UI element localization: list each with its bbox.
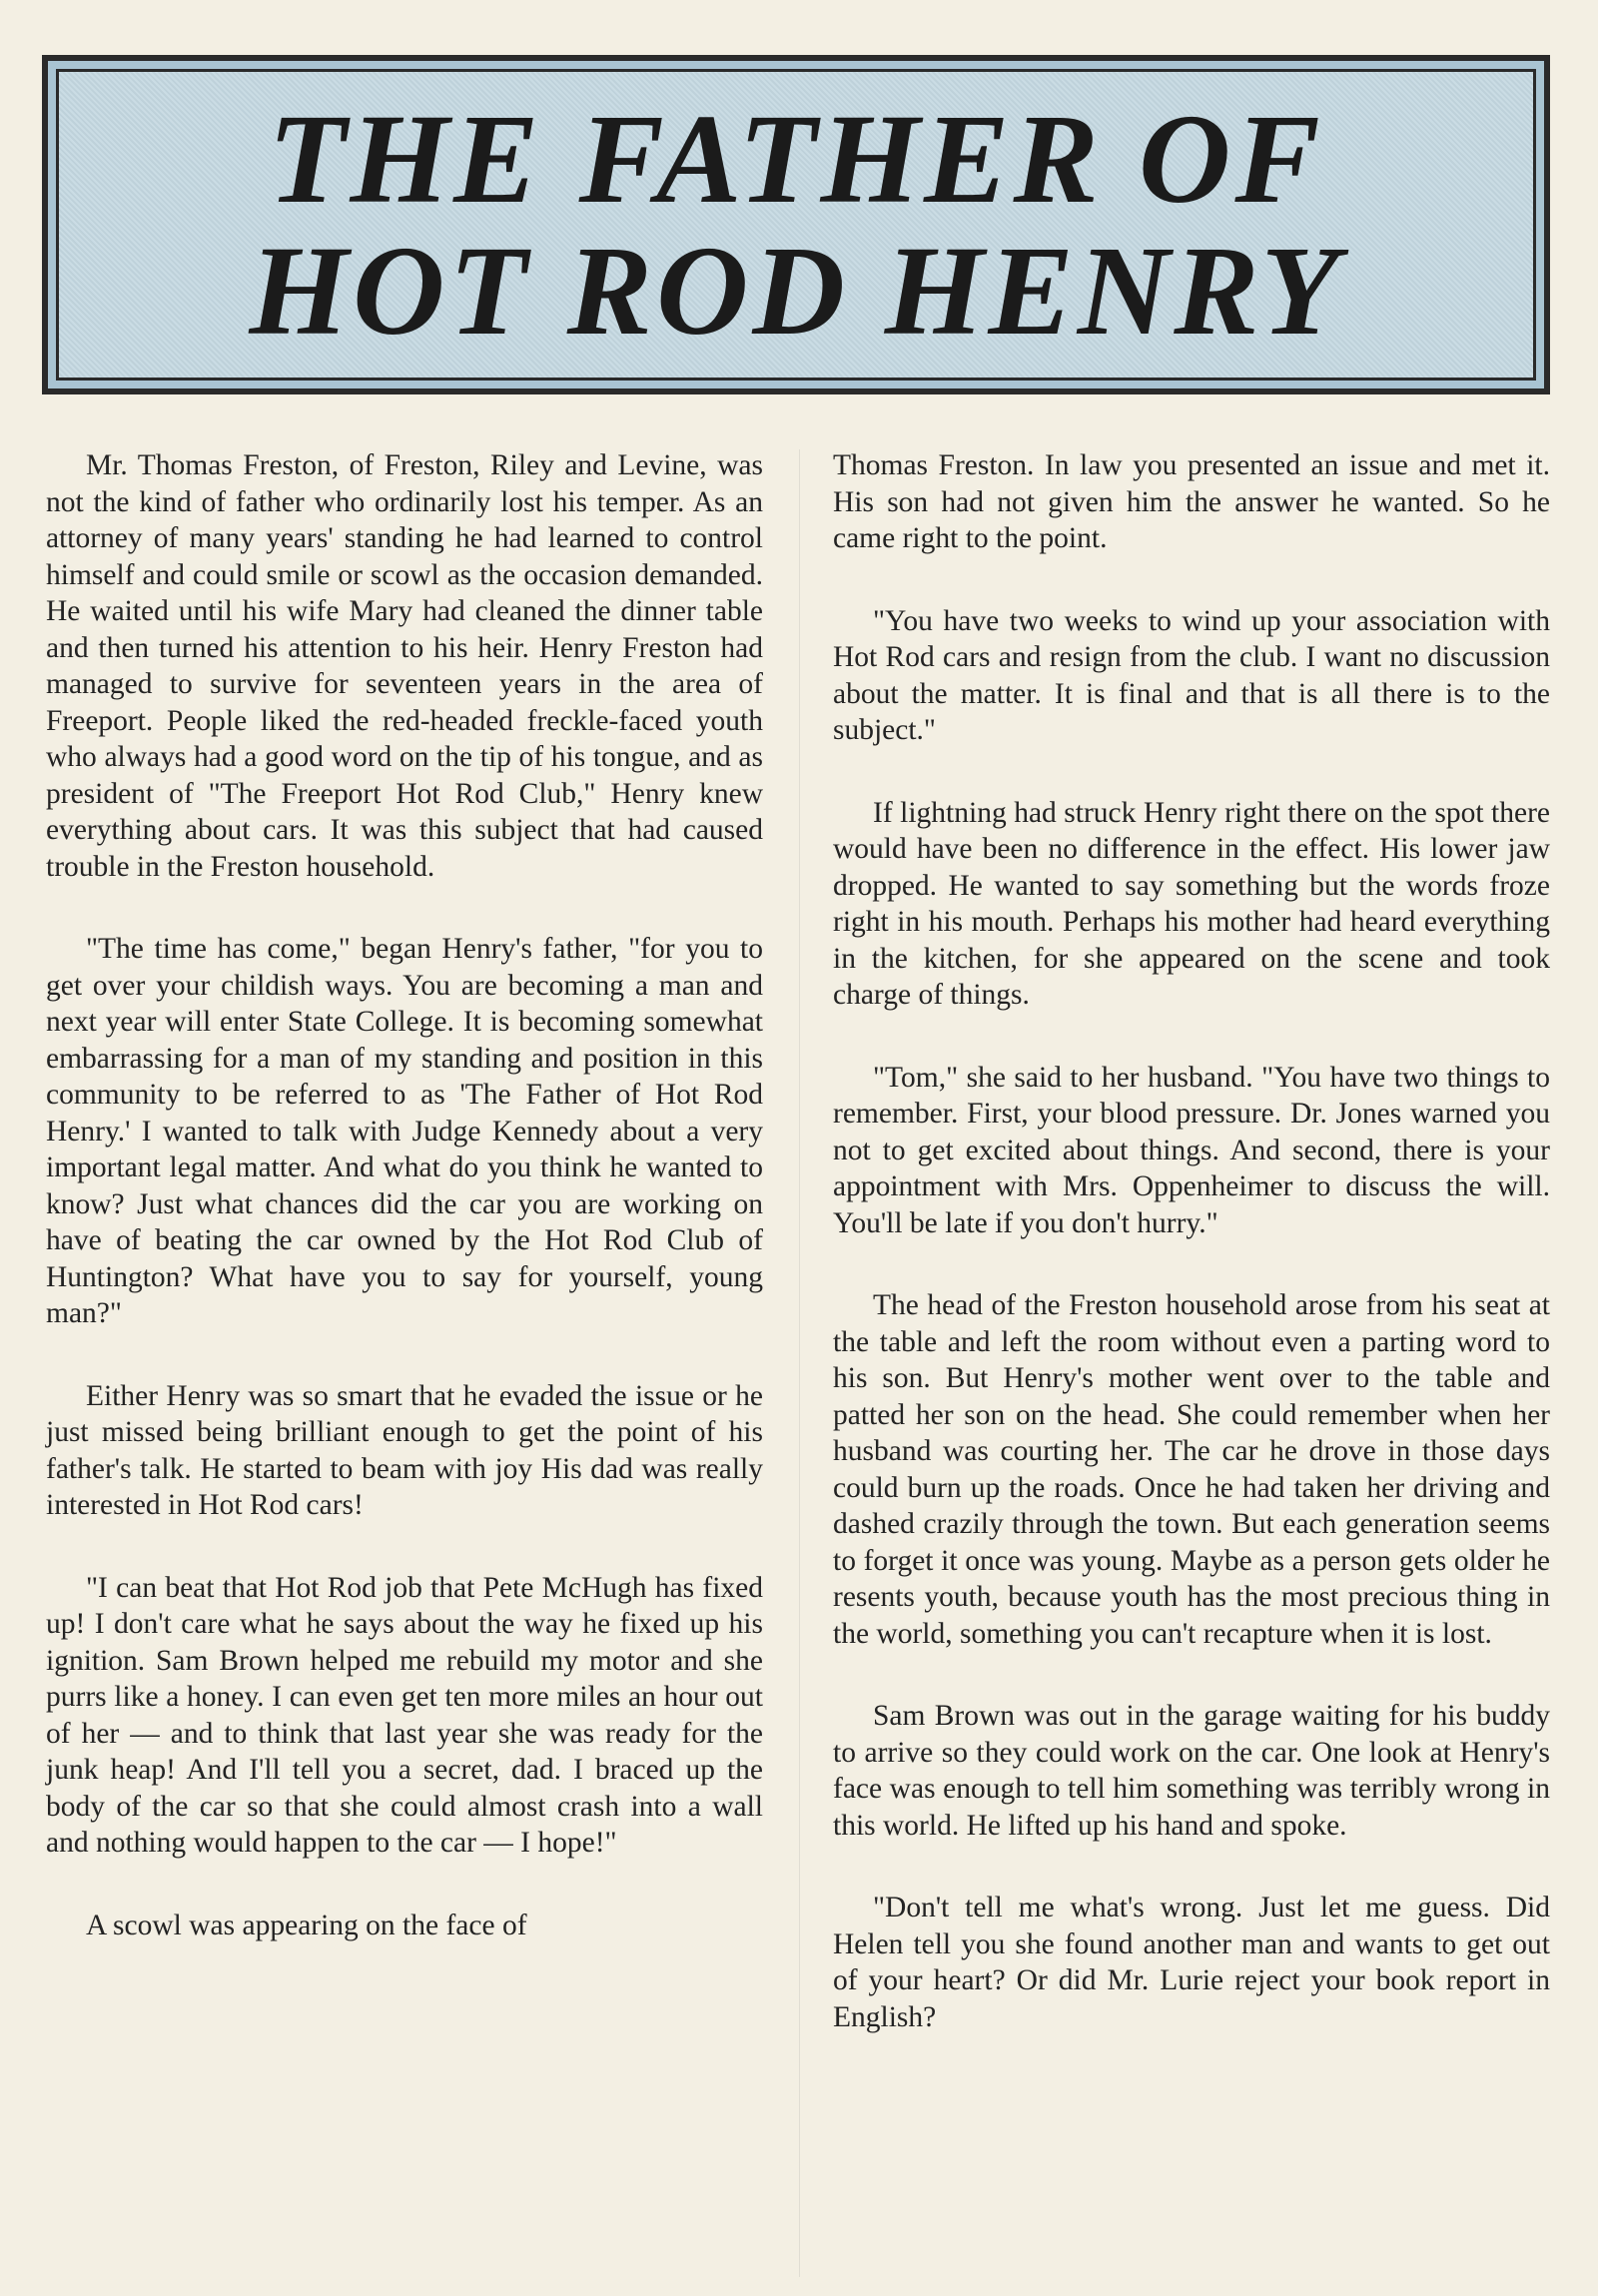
paragraph: If lightning had struck Henry right there on the spot there would have been no difference in the effect. His lower jaw dropped. He wanted to say something but the words froze right in his mouth. Perhaps his mother had heard everything in the kitchen, for she appeared on the scene and took charge of things. [833, 796, 1550, 1011]
paragraph: The head of the Freston household arose from his seat at the table and left the room without even a parting word to his son. But Henry's mother went over to the table and patted her son on the head. She could remember when her husband was courting her. The car he drove in those days could burn up the roads. Once he had taken her driving and dashed crazily through the town. But each generation seems to forget it once was young. Maybe as a person gets older he resents youth, because youth has the most precious thing in the world, something you can't recapture when it is lost. [833, 1289, 1550, 1650]
paragraph: "I can beat that Hot Rod job that Pete McHugh has fixed up! I don't care what he says about the way he fixed up his ignition. Sam Brown helped me rebuild my motor and she purrs like a honey. I can even get ten more miles an hour out of her — and to think that last year she was ready for the junk heap! And I'll tell you a secret, dad. I braced up the body of the car so that she could almost crash into a wall and nothing would happen to the car — I hope!" [46, 1571, 763, 1859]
title-panel [56, 69, 1536, 381]
paragraph: "The time has come," began Henry's father, "for you to get over your childish ways. You are becoming a man and next year will enter State College. It is becoming somewhat embarrassing for a man of my standing and position in this community to be referred to as 'The Father of Hot Rod Henry.' I wanted to talk with Judge Kennedy about a very important legal matter. And what do you think he wanted to know? Just what chances did the car you are working on have of beating the car owned by the Hot Rod Club of Huntington? What have you to say for yourself, young man?" [46, 933, 763, 1329]
paragraph: "Tom," she said to her husband. "You have two things to remember. First, your blood pressure. Dr. Jones warned you not to get excited about things. And second, there is your appointment with Mrs. Oppenheimer to discuss the will. You'll be late if you don't hurry." [833, 1061, 1550, 1239]
paragraph: Either Henry was so smart that he evaded the issue or he just missed being brilliant enough to get the point of his father's talk. He started to beam with joy His dad was really interested in Hot Rod cars! [46, 1379, 763, 1521]
column-divider [799, 449, 800, 2277]
right-column [833, 447, 1550, 2035]
title-box [42, 55, 1550, 394]
title-line-2: HOT ROD HENRY [249, 220, 1343, 362]
paragraph: Thomas Freston. In law you presented an issue and met it. His son had not given him the answer he wanted. So he came right to the point. [833, 449, 1550, 554]
paragraph: Mr. Thomas Freston, of Freston, Riley and Levine, was not the kind of father who ordinarily lost his temper. As an attorney of many years' standing he had learned to control himself and could smile or scowl as the occasion demanded. He waited until his wife Mary had cleaned the dinner table and then turned his attention to his heir. Henry Freston had managed to survive for seventeen years in the area of Freeport. People liked the red-headed freckle-faced youth who always had a good word on the tip of his tongue, and as president of "The Freeport Hot Rod Club," Henry knew everything about cars. It was this subject that had caused trouble in the Freston household. [46, 449, 763, 883]
title-line-1: THE FATHER OF [268, 88, 1324, 230]
paragraph: "You have two weeks to wind up your association with Hot Rod cars and resign from the club. I want no discussion about the matter. It is final and that is all there is to the subject." [833, 604, 1550, 746]
paragraph: Sam Brown was out in the garage waiting for his buddy to arrive so they could work on the car. One look at Henry's face was enough to tell him something was terribly wrong in this world. He lifted up his hand and spoke. [833, 1700, 1550, 1842]
left-column [46, 447, 763, 1943]
paragraph: A scowl was appearing on the face of [86, 1909, 527, 1941]
paragraph: "Don't tell me what's wrong. Just let me guess. Did Helen tell you she found another man and wants to get out of your heart? Or did Mr. Lurie reject your book report in English? [833, 1892, 1550, 2033]
